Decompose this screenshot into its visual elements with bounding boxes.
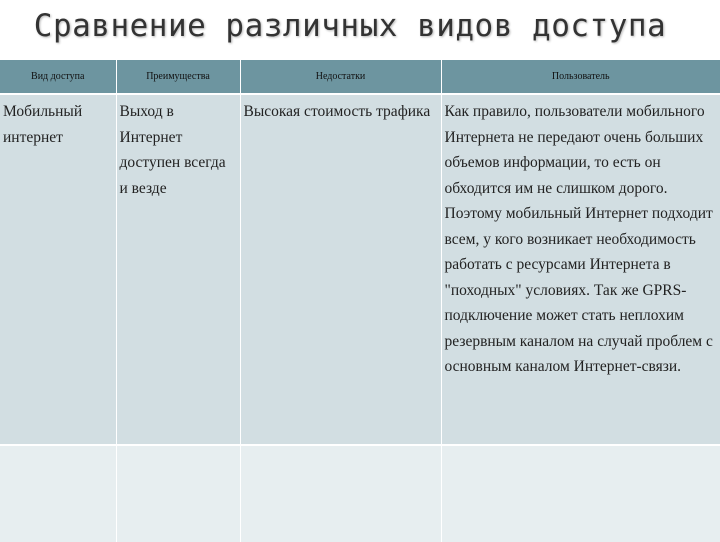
header-user: Пользователь — [441, 60, 720, 94]
header-advantages: Преимущества — [116, 60, 240, 94]
empty-cell — [441, 445, 720, 542]
cell-disadvantages: Высокая стоимость трафика — [240, 94, 441, 445]
comparison-table — [0, 60, 720, 542]
header-access-type: Вид доступа — [0, 60, 116, 94]
cell-user: Как правило, пользователи мобильного Интернета не передают очень больших объемов информации, то есть он обходится им не слишком дорого. Поэтому мобильный Интернет подходит всем, у кого возникает необходимость работать с ресурсами Интернета в "походных" условиях. Так же GPRS-подключение может стать неплохим резервным каналом на случай проблем с основным каналом Интернет-связи. — [441, 94, 720, 445]
table-row — [0, 94, 720, 445]
slide-title: Сравнение различных видов доступа — [33, 8, 667, 44]
cell-advantages: Выход в Интернет доступен всегда и везде — [116, 94, 240, 445]
empty-cell — [116, 445, 240, 542]
empty-cell — [0, 445, 116, 542]
table-header-row — [0, 60, 720, 94]
empty-cell — [240, 445, 441, 542]
header-disadvantages: Недостатки — [240, 60, 441, 94]
empty-table-row — [0, 445, 720, 542]
cell-access-type: Мобильный интернет — [0, 94, 116, 445]
